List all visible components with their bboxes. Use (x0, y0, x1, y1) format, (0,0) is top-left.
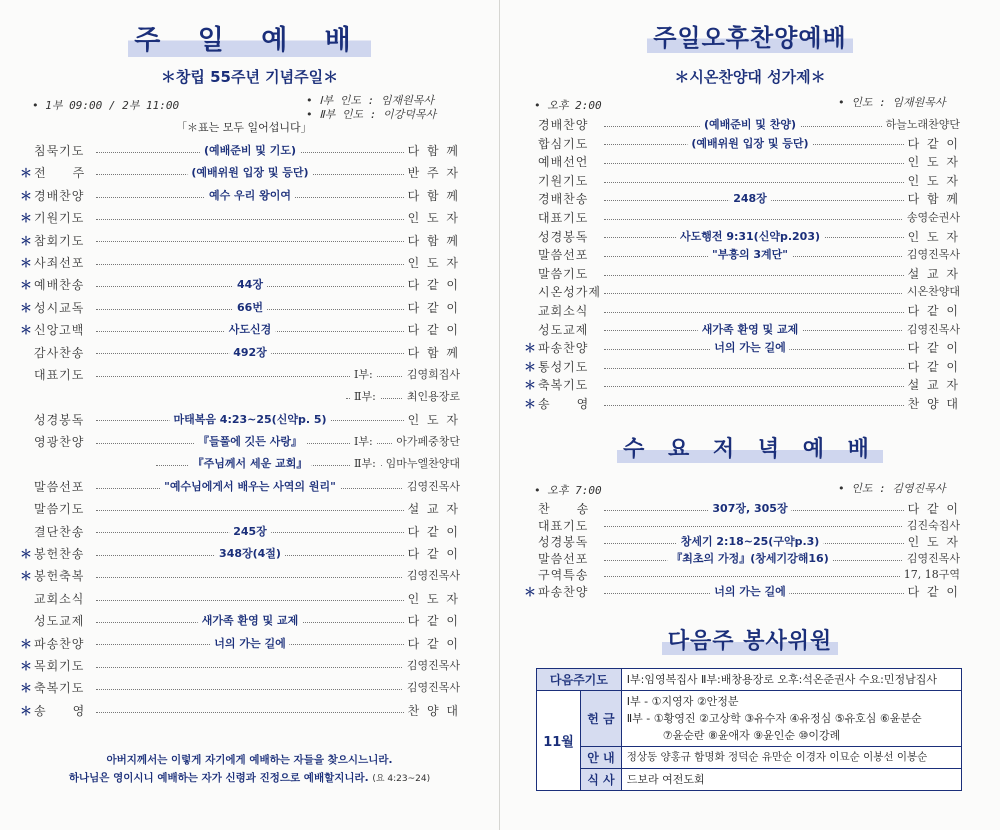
order-item-leader: 설 교 자 (904, 376, 960, 393)
order-row (524, 583, 960, 600)
order-item-leader: 다 같 이 (904, 358, 960, 375)
order-row (524, 265, 960, 284)
leader-dots (96, 232, 416, 243)
order-item-label: 경배찬양 (34, 188, 85, 203)
order-row (20, 433, 460, 455)
order-item-leader: 다 함 께 (904, 190, 960, 207)
order-row (20, 612, 460, 634)
order-item-label: 통성기도 (538, 359, 589, 374)
order-item-leader: 다 같 이 (904, 500, 960, 517)
footer-ref: (요 4:23~24) (372, 774, 431, 784)
order-row (20, 657, 460, 679)
order-item-detail: 마태복음 4:23~25(신약p. 5) (169, 411, 330, 427)
leader-dots (96, 679, 416, 690)
order-item-leader: 김영진목사 (403, 567, 460, 583)
order-item-detail: 너의 가는 길에 (210, 635, 289, 651)
order-row (524, 246, 960, 265)
wednesday-leader: • 인도 : 김영진목사 (838, 482, 946, 495)
order-item-leader: 최인용장로 (403, 388, 460, 404)
meal-value: 드보라 여전도회 (621, 769, 961, 791)
order-item-leader: 찬 양 대 (904, 395, 960, 412)
order-item-label: 시온성가제 (538, 285, 601, 300)
order-item-label: 구역특송 (538, 568, 589, 583)
order-item-detail: 307장, 305장 (708, 500, 791, 516)
service-part-label: Ⅰ부: (350, 366, 377, 382)
order-item-leader: 하늘노래찬양단 (882, 116, 960, 132)
standing-mark: ＊ (20, 300, 33, 315)
leader-dots (604, 376, 916, 387)
order-row (20, 187, 460, 209)
order-item-leader: 인 도 자 (404, 209, 460, 226)
order-item-leader: 김진숙집사 (903, 517, 960, 533)
leader-dots (96, 590, 416, 601)
order-item-label: 대표기도 (538, 518, 589, 533)
order-item-leader: 다 같 이 (404, 299, 460, 316)
afternoon-worship-title: 주일오후찬양예배 (500, 18, 1000, 53)
standing-mark: ＊ (20, 323, 33, 338)
order-item-detail: 245장 (229, 523, 271, 539)
leader-dots (604, 302, 916, 313)
service-part-label: Ⅱ부: (350, 455, 380, 471)
order-item-label: 송 영 (34, 703, 86, 718)
order-item-leader: 다 같 이 (904, 302, 960, 319)
standing-mark: ＊ (20, 547, 33, 562)
order-row (20, 388, 460, 410)
order-item-label: 전 주 (34, 166, 86, 181)
leader-dots (96, 567, 416, 578)
standing-mark: ＊ (20, 636, 33, 651)
standing-mark: ＊ (20, 703, 33, 718)
order-item-leader: 김영진목사 (903, 550, 960, 566)
leader-dots (604, 395, 916, 406)
anniversary-subtitle: ＊창립 55주년 기념주일＊ (160, 68, 339, 86)
scripture-footer (0, 751, 499, 788)
order-item-leader: 다 함 께 (404, 344, 460, 361)
order-item-leader: 임마누엘찬양대 (382, 455, 460, 471)
order-row (20, 567, 460, 589)
order-item-detail: (예배위원 입장 및 등단) (187, 164, 312, 180)
footer-line-2: 하나님은 영이시니 예배하는 자가 신령과 진정으로 예배할지니라. (요 4:23~24) (68, 772, 431, 784)
order-item-label: 말씀선포 (538, 551, 589, 566)
order-item-label: 찬 송 (538, 502, 590, 516)
order-row (20, 411, 460, 433)
leader-dots (604, 209, 916, 220)
order-item-label: 성시교독 (34, 300, 85, 315)
sunday-worship-title: 주 일 예 배 (0, 18, 499, 57)
standing-mark: ＊ (524, 359, 537, 374)
standing-mark: ＊ (20, 658, 33, 673)
order-row (524, 283, 960, 302)
order-item-detail: 너의 가는 길에 (710, 583, 789, 599)
order-row (524, 550, 960, 567)
leader-part2: • Ⅱ부 인도 : 이강덕목사 (306, 108, 437, 121)
order-item-leader: 다 같 이 (404, 545, 460, 562)
order-item-label: 말씀선포 (34, 479, 85, 494)
afternoon-time: • 오후 2:00 (534, 99, 602, 112)
order-item-leader: 인 도 자 (904, 153, 960, 170)
order-row (20, 523, 460, 545)
leader-dots (604, 517, 916, 528)
standing-mark: ＊ (20, 166, 33, 181)
order-item-leader: 반 주 자 (404, 164, 460, 181)
order-item-label: 경배찬송 (538, 192, 589, 207)
order-item-label: 축복기도 (34, 681, 85, 696)
usher-value: 정상동 양홍규 함명화 정덕순 유만순 이경자 이묘순 이봉선 이봉순 (621, 747, 961, 769)
order-item-label: 말씀선포 (538, 248, 589, 263)
order-item-label: 기원기도 (34, 211, 85, 226)
order-row (20, 702, 460, 724)
order-row (524, 302, 960, 321)
order-item-label: 말씀기도 (538, 266, 589, 281)
offering-line-2: Ⅱ부 - ①황영진 ②고상학 ③유수자 ④유정심 ⑤유호심 ⑥윤분순 (626, 712, 922, 725)
leader-part1: • Ⅰ부 인도 : 임재원목사 (306, 94, 434, 107)
standing-mark: ＊ (524, 584, 537, 599)
leader-dots (96, 500, 416, 511)
order-item-leader: 김영진목사 (403, 478, 460, 494)
order-item-detail: "예수님에게서 배우는 사역의 원리" (160, 478, 340, 494)
order-item-leader: 김영진목사 (403, 657, 460, 673)
order-item-leader: 다 같 이 (404, 276, 460, 293)
offering-label: 헌 금 (581, 691, 622, 747)
standing-mark: ＊ (20, 188, 33, 203)
order-item-leader: 17, 18구역 (900, 566, 960, 582)
leader-dots (604, 283, 916, 294)
order-item-label: 교회소식 (538, 303, 589, 318)
order-item-label: 사죄선포 (34, 255, 85, 270)
order-row (20, 276, 460, 298)
order-item-leader: 다 같 이 (904, 583, 960, 600)
standing-mark: ＊ (20, 255, 33, 270)
order-item-leader: 시온찬양대 (903, 283, 960, 299)
order-row (524, 566, 960, 583)
order-row (20, 344, 460, 366)
order-row (20, 299, 460, 321)
leader-dots (604, 172, 916, 183)
order-row (524, 533, 960, 550)
order-item-detail: 사도행전 9:31(신약p.203) (676, 228, 824, 244)
order-item-leader: 인 도 자 (904, 172, 960, 189)
standing-note: 「＊표는 모두 일어섭니다」 (176, 121, 312, 134)
leader-dots (96, 209, 416, 220)
order-row (20, 500, 460, 522)
order-row (20, 478, 460, 500)
order-row (20, 209, 460, 231)
leader-dots (96, 657, 416, 668)
order-row (524, 209, 960, 228)
order-item-label: 영광찬양 (34, 435, 85, 450)
order-item-leader: 김영진목사 (903, 321, 960, 337)
month-cell: 11월 (537, 691, 581, 791)
order-item-label: 축복기도 (538, 378, 589, 393)
order-row (524, 517, 960, 534)
order-row (20, 164, 460, 186)
volunteers-table (536, 668, 962, 791)
order-item-detail: 너의 가는 길에 (710, 339, 789, 355)
order-row (524, 228, 960, 247)
order-item-leader: 인 도 자 (404, 590, 460, 607)
order-row (524, 358, 960, 377)
order-item-detail: "부흥의 3계단" (708, 246, 792, 262)
order-row (20, 545, 460, 567)
order-item-detail: (예배위원 입장 및 등단) (687, 135, 812, 151)
order-item-detail: 사도신경 (225, 321, 276, 337)
next-prayer-value: Ⅰ부:임영복집사 Ⅱ부:배창용장로 오후:석온준권사 수요:민정남집사 (621, 669, 961, 691)
order-row (524, 339, 960, 358)
order-item-leader: 다 함 께 (404, 187, 460, 204)
order-item-leader: 인 도 자 (904, 228, 960, 245)
next-prayer-label: 다음주기도 (537, 669, 622, 691)
leader-dots (604, 153, 916, 164)
leader-dots (96, 702, 416, 713)
order-row (524, 190, 960, 209)
order-row (20, 455, 460, 477)
standing-mark: ＊ (20, 681, 33, 696)
offering-line-3: ⑦윤순란 ⑧윤애자 ⑨윤인순 ⑩이강례 (662, 729, 841, 742)
order-item-leader: 다 같 이 (904, 339, 960, 356)
wednesday-worship-title: 수 요 저 녁 예 배 (500, 432, 1000, 463)
order-item-label: 성도교제 (538, 322, 589, 337)
order-item-detail: 44장 (233, 276, 267, 292)
order-item-leader: 설 교 자 (404, 500, 460, 517)
leader-dots (96, 254, 416, 265)
order-row (524, 500, 960, 517)
order-item-detail: (예배준비 및 찬양) (700, 116, 800, 132)
sunday-order-list (20, 142, 460, 724)
order-row (20, 590, 460, 612)
order-item-leader: 설 교 자 (904, 265, 960, 282)
afternoon-order-list (524, 116, 960, 414)
offering-value (621, 691, 961, 747)
order-item-label: 봉헌축복 (34, 569, 85, 584)
order-item-detail: 예수 우리 왕이여 (205, 187, 295, 203)
order-item-label: 예배찬송 (34, 278, 85, 293)
order-item-label: 참회기도 (34, 233, 85, 248)
service-part-label: Ⅱ부: (350, 388, 380, 404)
order-item-label: 파송찬양 (538, 341, 589, 356)
order-item-label: 봉헌찬송 (34, 547, 85, 562)
order-row (524, 135, 960, 154)
order-row (524, 376, 960, 395)
order-row (20, 232, 460, 254)
afternoon-leader: • 인도 : 임재원목사 (838, 96, 946, 109)
leader-dots (604, 566, 916, 577)
order-item-label: 성도교제 (34, 614, 85, 629)
footer-line-1: 아버지께서는 이렇게 자기에게 예배하는 자들을 찾으시느니라. (106, 754, 393, 766)
order-row (524, 116, 960, 135)
order-item-label: 목회기도 (34, 658, 85, 673)
order-item-detail: 248장 (729, 190, 771, 206)
standing-mark: ＊ (524, 341, 537, 356)
standing-mark: ＊ (20, 278, 33, 293)
choir-festival-subtitle: ＊시온찬양대 성가제＊ (674, 68, 826, 86)
order-item-detail: 새가족 환영 및 교제 (198, 612, 303, 628)
order-row (524, 172, 960, 191)
service-time: • 1부 09:00 / 2부 11:00 (32, 99, 180, 112)
order-item-label: 성경봉독 (538, 535, 589, 550)
order-item-detail: 『들풀에 깃든 사랑』 (194, 433, 306, 449)
order-item-label: 신앙고백 (34, 323, 85, 338)
order-item-detail: 66번 (233, 299, 267, 315)
order-item-label: 성경봉독 (34, 412, 85, 427)
order-item-label: 합심기도 (538, 136, 589, 151)
service-part-label: Ⅰ부: (350, 433, 377, 449)
order-item-detail: 348장(4절) (215, 545, 285, 561)
order-item-detail: 『최초의 가정』(창세기강해16) (667, 550, 832, 566)
order-item-detail: 『주님께서 세운 교회』 (189, 455, 312, 471)
order-row (20, 254, 460, 276)
order-item-leader: 인 도 자 (404, 254, 460, 271)
standing-mark: ＊ (20, 211, 33, 226)
order-item-leader: 인 도 자 (904, 533, 960, 550)
order-item-label: 결단찬송 (34, 524, 85, 539)
order-item-label: 파송찬양 (34, 636, 85, 651)
order-row (524, 321, 960, 340)
standing-mark: ＊ (20, 569, 33, 584)
volunteers-title: 다음주 봉사위원 (500, 624, 1000, 655)
order-item-leader: 다 함 께 (404, 142, 460, 159)
order-item-detail: 새가족 환영 및 교제 (698, 321, 803, 337)
leader-dots (604, 358, 916, 369)
standing-mark: ＊ (524, 378, 537, 393)
order-item-leader: 다 같 이 (404, 612, 460, 629)
order-item-label: 대표기도 (538, 210, 589, 225)
order-item-leader: 다 같 이 (404, 523, 460, 540)
order-item-leader: 다 같 이 (404, 321, 460, 338)
order-item-label: 파송찬양 (538, 584, 589, 599)
offering-line-1: Ⅰ부 - ①지영자 ②안정분 (626, 695, 739, 708)
order-row (20, 366, 460, 388)
standing-mark: ＊ (524, 396, 537, 411)
order-item-leader: 송영순권사 (903, 209, 960, 225)
order-item-leader: 다 같 이 (904, 135, 960, 152)
leader-dots (604, 265, 916, 276)
order-item-label: 성경봉독 (538, 229, 589, 244)
meal-label: 식 사 (581, 769, 622, 791)
order-item-leader: 다 같 이 (404, 635, 460, 652)
wednesday-time: • 오후 7:00 (534, 484, 602, 497)
order-item-label: 말씀기도 (34, 502, 85, 517)
order-item-label: 감사찬송 (34, 345, 85, 360)
standing-mark: ＊ (20, 233, 33, 248)
order-item-label: 침묵기도 (34, 144, 85, 158)
order-item-detail: (예배준비 및 기도) (200, 142, 300, 158)
right-page (500, 0, 1000, 830)
order-item-label: 예배선언 (538, 155, 589, 170)
order-item-label: 기원기도 (538, 173, 589, 188)
order-row (524, 153, 960, 172)
order-item-leader: 김영희집사 (403, 366, 460, 382)
wednesday-order-list (524, 500, 960, 600)
order-item-detail: 창세기 2:18~25(구약p.3) (677, 533, 824, 549)
usher-label: 안 내 (581, 747, 622, 769)
order-item-leader: 아가페중창단 (392, 433, 460, 449)
order-item-leader: 김영진목사 (903, 246, 960, 262)
order-row (20, 679, 460, 701)
order-item-label: 송 영 (538, 396, 590, 411)
order-row (20, 321, 460, 343)
order-row (524, 395, 960, 414)
order-item-label: 교회소식 (34, 591, 85, 606)
order-item-leader: 찬 양 대 (404, 702, 460, 719)
order-item-leader: 다 함 께 (404, 232, 460, 249)
order-item-detail: 492장 (229, 344, 271, 360)
order-item-leader: 인 도 자 (404, 411, 460, 428)
order-item-label: 경배찬양 (538, 118, 589, 132)
order-row (20, 142, 460, 164)
order-row (20, 635, 460, 657)
order-item-leader: 김영진목사 (403, 679, 460, 695)
order-item-label: 대표기도 (34, 367, 85, 382)
